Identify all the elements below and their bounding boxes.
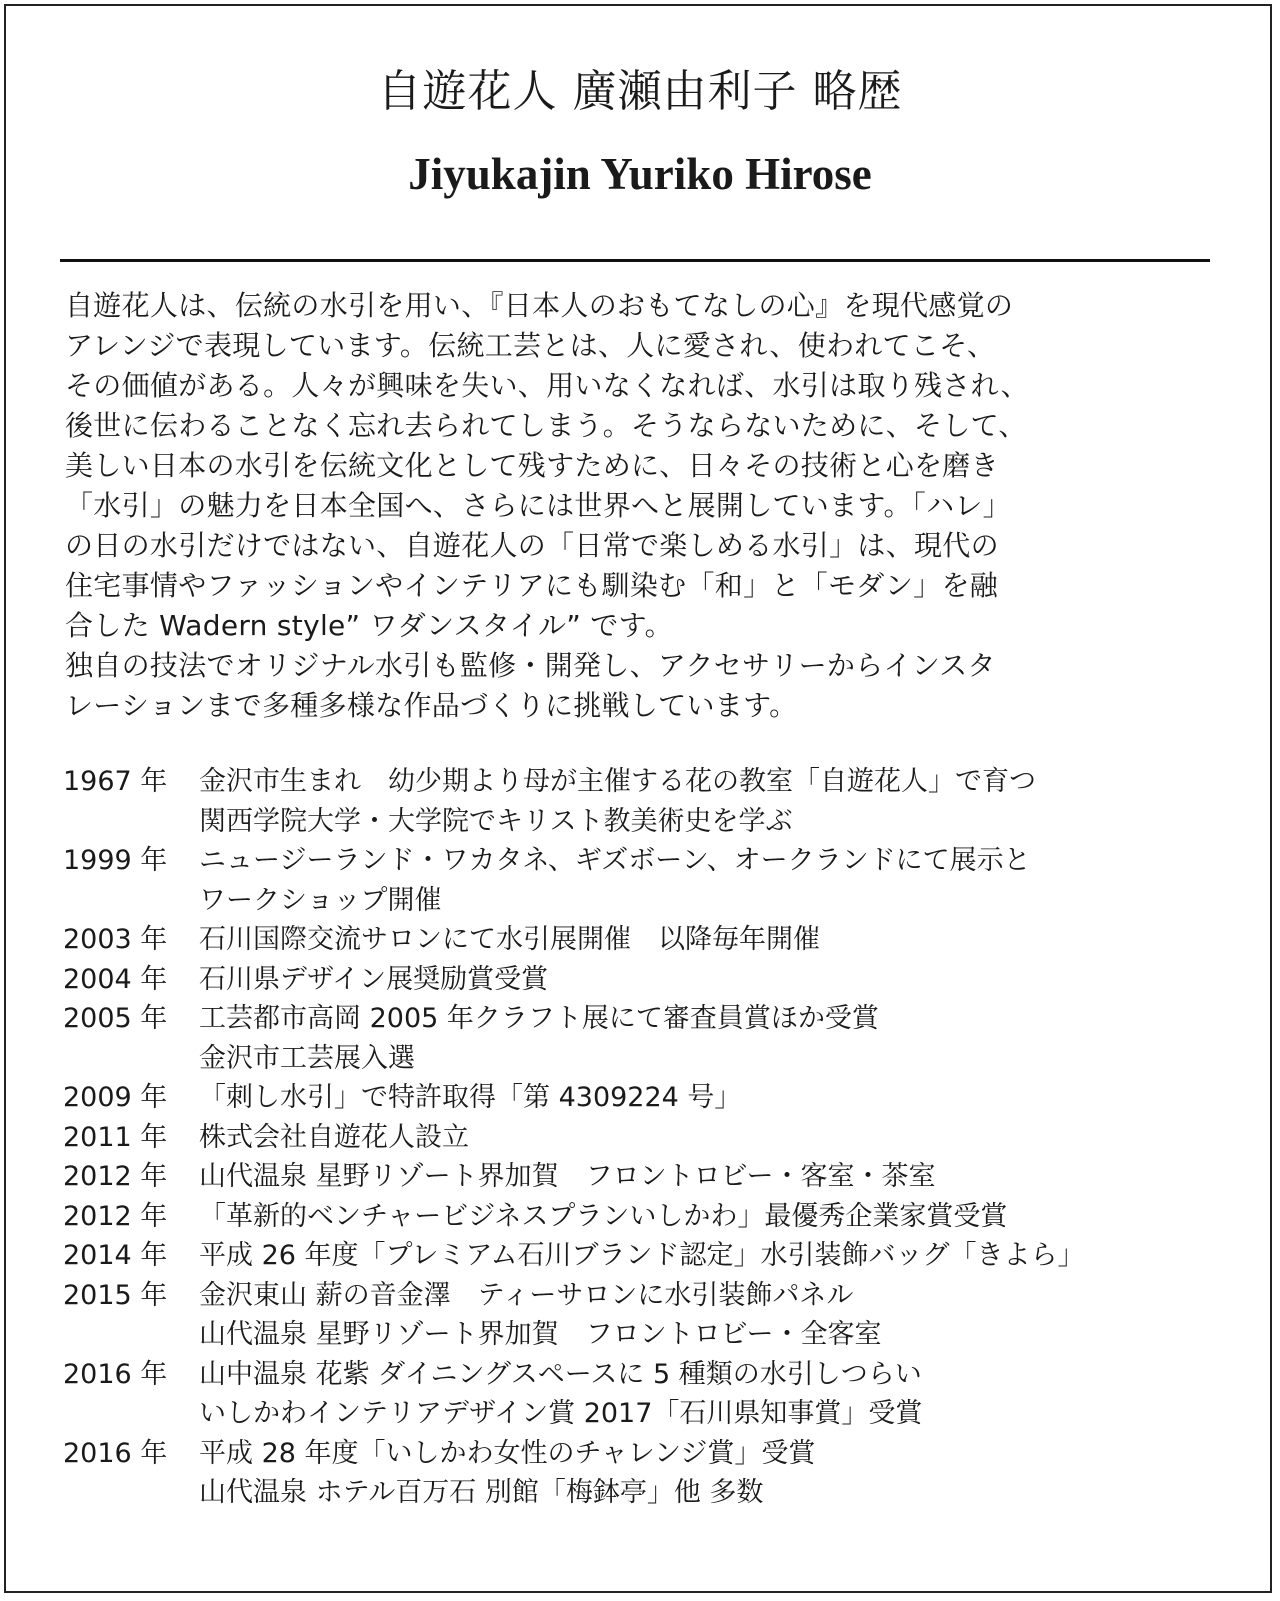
history-year: 2012 年 bbox=[63, 1161, 168, 1192]
history-entry bbox=[63, 999, 1233, 1039]
history-text: 山中温泉 花紫 ダイニングスペースに 5 種類の水引しつらい bbox=[199, 1358, 922, 1390]
intro-line: その価値がある。人々が興味を失い、用いなくなれば、水引は取り残され、 bbox=[65, 369, 1029, 402]
history-text: 金沢市工芸展入選 bbox=[199, 1042, 415, 1074]
history-text: ワークショップ開催 bbox=[199, 884, 442, 916]
history-entry bbox=[63, 881, 1233, 921]
history-text: 「刺し水引」で特許取得「第 4309224 号」 bbox=[199, 1082, 742, 1113]
intro-line: アレンジで表現しています。伝統工芸とは、人に愛され、使われてこそ、 bbox=[65, 329, 996, 362]
history-entry bbox=[63, 1078, 1233, 1118]
intro-line: 後世に伝わることなく忘れ去られてしまう。そうならないために、そして、 bbox=[65, 409, 1027, 442]
history-entry bbox=[63, 1315, 1233, 1355]
history-year: 1967 年 bbox=[63, 766, 168, 797]
history-text: ニュージーランド・ワカタネ、ギズボーン、オークランドにて展示と bbox=[199, 845, 1031, 876]
intro-line: 独自の技法でオリジナル水引も監修・開発し、アクセサリーからインスタ bbox=[65, 649, 996, 682]
history-text: 金沢東山 薪の音金澤 ティーサロンに水引装飾パネル bbox=[199, 1279, 854, 1311]
history-year: 2012 年 bbox=[63, 1200, 168, 1232]
history-entry bbox=[63, 1434, 1233, 1474]
history-year: 2003 年 bbox=[63, 924, 168, 955]
intro-paragraph bbox=[65, 286, 1225, 726]
history-entry bbox=[63, 802, 1233, 842]
history-year: 2016 年 bbox=[63, 1437, 168, 1469]
intro-line: 合した Wadern style” ワダンスタイル” です。 bbox=[65, 609, 673, 642]
history-year bbox=[63, 1039, 199, 1079]
intro-line: の日の水引だけではない、自遊花人の「日常で楽しめる水引」は、現代の bbox=[65, 529, 999, 562]
history-text: 山代温泉 星野リゾート界加賀 フロントロビー・全客室 bbox=[199, 1319, 882, 1350]
intro-line: レーションまで多種多様な作品づくりに挑戦しています。 bbox=[65, 689, 798, 722]
history-entry bbox=[63, 841, 1233, 881]
history-entry bbox=[63, 1355, 1233, 1395]
history-list bbox=[63, 762, 1233, 1513]
history-text: 山代温泉 星野リゾート界加賀 フロントロビー・客室・茶室 bbox=[199, 1161, 936, 1192]
history-year: 2015 年 bbox=[63, 1279, 168, 1311]
history-entry bbox=[63, 1473, 1233, 1513]
history-entry bbox=[63, 920, 1233, 960]
history-text: 金沢市生まれ 幼少期より母が主催する花の教室「自遊花人」で育つ bbox=[199, 766, 1036, 797]
history-year bbox=[63, 1394, 199, 1434]
history-entry bbox=[63, 1197, 1233, 1237]
history-entry bbox=[63, 1039, 1233, 1079]
history-text: いしかわインテリアデザイン賞 2017「石川県知事賞」受賞 bbox=[199, 1398, 923, 1429]
history-text: 平成 26 年度「プレミアム石川ブランド認定」水引装飾バッグ「きよら」 bbox=[199, 1240, 1085, 1271]
intro-line: 自遊花人は、伝統の水引を用い、『日本人のおもてなしの心』を現代感覚の bbox=[65, 289, 1014, 322]
intro-line: 住宅事情やファッションやインテリアにも馴染む「和」と「モダン」を融 bbox=[65, 569, 999, 602]
history-entry bbox=[63, 1276, 1233, 1316]
history-year: 2011 年 bbox=[63, 1121, 168, 1153]
history-entry bbox=[63, 1118, 1233, 1158]
history-text: 平成 28 年度「いしかわ女性のチャレンジ賞」受賞 bbox=[199, 1437, 816, 1469]
history-year bbox=[63, 881, 199, 921]
history-entry bbox=[63, 1394, 1233, 1434]
history-year: 2009 年 bbox=[63, 1082, 168, 1113]
history-text: 「革新的ベンチャービジネスプランいしかわ」最優秀企業家賞受賞 bbox=[199, 1200, 1008, 1232]
history-entry bbox=[63, 1157, 1233, 1197]
history-text: 株式会社自遊花人設立 bbox=[199, 1121, 469, 1153]
history-entry bbox=[63, 1236, 1233, 1276]
history-year bbox=[63, 802, 199, 842]
history-year: 2004 年 bbox=[63, 963, 168, 995]
history-entry bbox=[63, 762, 1233, 802]
history-text: 工芸都市高岡 2005 年クラフト展にて審査員賞ほか受賞 bbox=[199, 1003, 879, 1034]
history-year bbox=[63, 1315, 199, 1355]
intro-line: 「水引」の魅力を日本全国へ、さらには世界へと展開しています。「ハレ」 bbox=[65, 489, 1011, 522]
history-year: 2016 年 bbox=[63, 1358, 168, 1390]
history-year: 2005 年 bbox=[63, 1003, 168, 1034]
history-entry bbox=[63, 960, 1233, 1000]
history-year: 2014 年 bbox=[63, 1240, 168, 1271]
history-year: 1999 年 bbox=[63, 845, 168, 876]
history-text: 石川県デザイン展奨励賞受賞 bbox=[199, 963, 549, 995]
page-title-japanese: 自遊花人 廣瀬由利子 略歴 bbox=[377, 66, 903, 117]
history-text: 関西学院大学・大学院でキリスト教美術史を学ぶ bbox=[199, 805, 793, 837]
history-text: 山代温泉 ホテル百万石 別館「梅鉢亭」他 多数 bbox=[199, 1477, 764, 1508]
intro-line: 美しい日本の水引を伝統文化として残すために、日々その技術と心を磨き bbox=[65, 449, 999, 482]
history-year bbox=[63, 1473, 199, 1513]
title-divider bbox=[60, 259, 1210, 262]
history-text: 石川国際交流サロンにて水引展開催 以降毎年開催 bbox=[199, 924, 820, 955]
page-title-english: Jiyukajin Yuriko Hirose bbox=[408, 149, 872, 199]
